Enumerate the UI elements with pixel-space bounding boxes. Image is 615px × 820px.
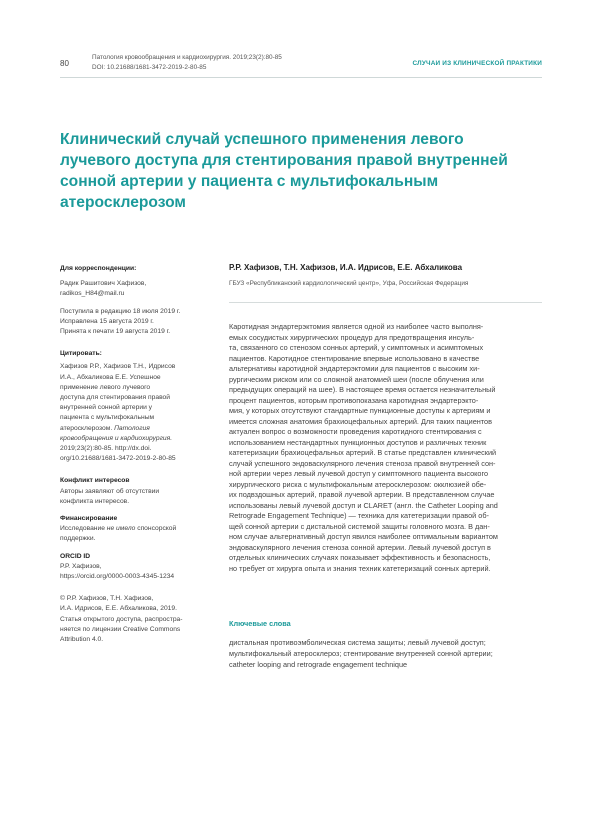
abstract-line: альтернативы каротидной эндартерэктомии для пациентов с высоким хи- (229, 364, 480, 373)
title-line: Клинический случай успешного применения левого (60, 131, 464, 148)
conflict-line: Авторы заявляют об отсутствии (60, 487, 160, 495)
correspondence-heading: Для корреспонденции: (60, 265, 137, 272)
funding-emphasis: не имело (106, 525, 136, 533)
funding-heading: Финансирование (60, 515, 118, 523)
abstract-line: та, связанного со стенозом сонных артерий, у симптомных и асимптомных (229, 343, 484, 352)
orcid-author: Р.Р. Хафизов, (60, 562, 102, 570)
page-number: 80 (60, 59, 69, 68)
funding-line: поддержки. (60, 535, 96, 543)
citation-line: применение левого лучевого (60, 383, 151, 391)
orcid-link[interactable]: https://orcid.org/0000-0003-4345-1234 (60, 573, 175, 581)
keywords-line: catheter looping and retrograde engagement technique (229, 660, 408, 669)
keywords-line: мультифокальный атеросклероз; стентирование внутренней сонной артерии; (229, 649, 493, 658)
abstract-line: емых сосудистых хирургических процедур для предотвращения инсуль- (229, 332, 475, 342)
funding-block (60, 514, 210, 545)
abstract-line: рургическим риском или со сложной анатомией шеи (после облучения или (229, 374, 484, 384)
abstract-line: мия, у которых отсутствуют стандартные пункционные доступы к артериям и (229, 406, 491, 415)
conflict-heading: Конфликт интересов (60, 477, 130, 485)
copyright-line: няется по лицензии Creative Commons (60, 625, 181, 633)
citation-doi-link[interactable]: org/10.21688/1681-3472-2019-2-80-85 (60, 455, 176, 463)
abstract-line: использованием нестандартных пункционных доступов и различных техник (229, 437, 487, 447)
abstract-line: Каротидная эндартерэктомия является одной из наиболее часто выполня- (229, 322, 484, 331)
abstract-line: катетеризации брахиоцефальных артерий. В статье представлен клинический (229, 448, 497, 457)
citation-line: доступа для стентирования правой (60, 394, 171, 402)
abstract-line: ной артерии через левый лучевой доступ у симптомного пациента высокого (229, 469, 489, 478)
abstract-line: актуален вопрос о возможности проведения каротидного стентирования с (229, 427, 482, 436)
abstract-line: эндоваскулярного лечения стеноза сонной артерии. Левый лучевой доступ в (229, 542, 491, 552)
copyright-line: Attribution 4.0. (60, 636, 104, 644)
abstract-line: использованы левый лучевой доступ и CLARET (англ. the Catheter Looping and (229, 500, 498, 510)
citation-journal-cont: кровообращения и кардиохирургия. (60, 434, 173, 442)
conflict-block (60, 476, 210, 507)
copyright-line: Статья открытого доступа, распростра- (60, 615, 183, 623)
funding-line (60, 524, 210, 534)
citation-line: И.А., Абхаликова Е.Е. Успешное (60, 373, 161, 381)
affiliation: ГБУЗ «Республиканский кардиологический центр», Уфа, Российская Федерация (229, 280, 469, 287)
author-list: Р.Р. Хафизов, Т.Н. Хафизов, И.А. Идрисов, Е.Е. Абхаликова (229, 263, 463, 272)
citation-heading: Цитировать: (60, 350, 102, 358)
funding-text: спонсорской (137, 525, 177, 533)
citation-text: атеросклерозом. (60, 424, 113, 432)
citation-journal: Патология (114, 424, 150, 432)
keywords (229, 637, 542, 670)
abstract-line: щей сонной артерии с дистальной системой защиты головного мозга. В дан- (229, 521, 490, 531)
title-line: сонной артерии у пациента с мультифокальным (60, 173, 439, 190)
accepted-date: Принята к печати 19 августа 2019 г. (60, 328, 171, 336)
correspondence-name: Радик Рашитович Хафизов, (60, 280, 147, 288)
revised-date: Исправлена 15 августа 2019 г. (60, 317, 154, 325)
abstract-line: Retrograde Engagement Technique) — техника для катетеризации правой об- (229, 511, 489, 520)
conflict-line: конфликта интересов. (60, 497, 130, 505)
abstract-line: пациентов. Каротидное стентирование впервые использовано в качестве (229, 353, 480, 363)
dates-block (60, 307, 210, 338)
article-sidebar (60, 264, 210, 652)
affiliation-divider (229, 302, 542, 303)
copyright-block (60, 594, 210, 645)
abstract-line: ном случае альтернативный доступ явился наиболее оптимальным вариантом (229, 532, 498, 541)
journal-name-line: Патология кровообращения и кардиохирургия. 2019;23(2):80-85 (92, 54, 282, 61)
abstract (229, 322, 542, 574)
orcid-block (60, 552, 210, 583)
citation-line: Хафизов Р.Р., Хафизов Т.Н., Идрисов (60, 363, 176, 371)
citation-block (60, 349, 210, 464)
abstract-line: имеется сложная анатомия брахиоцефальных артерий. Для таких пациентов (229, 416, 492, 426)
citation-line: внутренней сонной артерии у (60, 404, 153, 412)
header-divider (60, 77, 542, 78)
abstract-line: процент пациентов, которым противопоказана каротидная эндартерэкто- (229, 395, 479, 405)
funding-text: Исследование (60, 525, 105, 533)
title-line: лучевого доступа для стентирования правой внутренней (60, 152, 508, 169)
abstract-line: предыдущих операций на шее). В настоящее время остается незначительный (229, 385, 496, 394)
abstract-line: но требует от хирурга опыта и знания техник катетеризаций сонных артерий. (229, 563, 491, 573)
received-date: Поступила в редакцию 18 июля 2019 г. (60, 307, 181, 315)
copyright-line: И.А. Идрисов, Е.Е. Абхаликова, 2019. (60, 605, 177, 613)
citation-line: 2019;23(2):80-85. http://dx.doi. (60, 445, 152, 453)
correspondence-email[interactable]: radikos_H84@mail.ru (60, 290, 125, 298)
keywords-heading: Ключевые слова (229, 619, 291, 628)
abstract-line: отдельных клинических случаях показывает эффективность и безопасность, (229, 553, 491, 562)
abstract-line: хирургического риска с мультифокальным атеросклерозом: окклюзией обе- (229, 479, 487, 489)
orcid-heading: ORCID ID (60, 552, 91, 560)
article-title (60, 129, 540, 213)
keywords-line: дистальная противоэмболическая система защиты; левый лучевой доступ; (229, 638, 486, 647)
citation-line: пациента с мультифокальным (60, 414, 155, 422)
abstract-line: случай успешного эндоваскулярного лечения стеноза правой внутренней сон- (229, 458, 496, 468)
abstract-line: их подвздошных артерий, правой лучевой артерии. В представленном случае (229, 490, 495, 499)
title-line: атеросклерозом (60, 194, 186, 211)
citation-line (60, 424, 210, 434)
journal-citation (92, 53, 282, 73)
section-label: СЛУЧАИ ИЗ КЛИНИЧЕСКОЙ ПРАКТИКИ (412, 60, 542, 67)
copyright-line: © Р.Р. Хафизов, Т.Н. Хафизов, (60, 595, 154, 603)
doi-line: DOI: 10.21688/1681-3472-2019-2-80-85 (92, 64, 207, 71)
correspondence-block (60, 264, 210, 300)
